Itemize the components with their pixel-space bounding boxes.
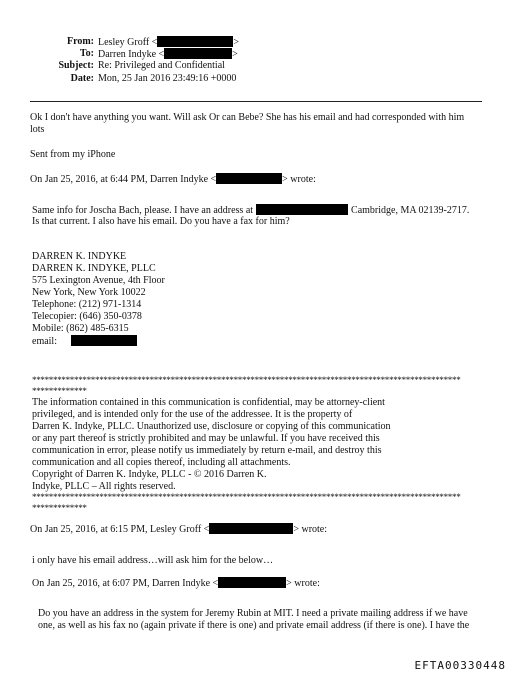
signature-telephone: Telephone: (212) 971-1314 [32, 299, 142, 310]
to-name: Darren Indyke < [98, 49, 165, 60]
subject-label: Subject: [58, 60, 94, 71]
signature-name: DARREN K. INDYKE [32, 251, 127, 262]
sent-from: Sent from my iPhone [30, 149, 116, 160]
same-info-line-2: Is that current. I also have his email. Do you have a fax for him? [32, 216, 290, 227]
date-value: Mon, 25 Jan 2016 23:49:16 +0000 [98, 73, 237, 84]
quote-prefix: On Jan 25, 2016, at 6:07 PM, Darren Indyke < [32, 578, 219, 589]
disclaimer-line-4: or any part thereof is strictly prohibited and may be unlawful. If you have received this [32, 433, 380, 444]
date-label: Date: [70, 73, 94, 84]
redaction-box [71, 335, 137, 346]
redaction-box [209, 523, 293, 534]
groff-message: i only have his email address…will ask him for the below… [32, 555, 274, 566]
signature-address-2: New York, New York 10022 [32, 287, 146, 298]
signature-email [32, 335, 137, 348]
close-bracket: > [233, 37, 239, 48]
redaction-box [256, 204, 348, 215]
email-label: email: [32, 336, 57, 347]
document-id: EFTA00330448 [414, 659, 506, 672]
redaction-box [218, 577, 286, 588]
same-info-text: Same info for Joscha Bach, please. I have an address at [32, 205, 254, 216]
quote-suffix: > wrote: [286, 578, 320, 589]
subject-value: Re: Privileged and Confidential [98, 60, 225, 71]
disclaimer-line-7: Copyright of Darren K. Indyke, PLLC - © 2016 Darren K. [32, 469, 267, 480]
header-divider [30, 101, 482, 102]
quote-prefix: On Jan 25, 2016, at 6:15 PM, Lesley Groff < [30, 524, 210, 535]
reply-line-2: lots [30, 124, 45, 135]
signature-address-1: 575 Lexington Avenue, 4th Floor [32, 275, 165, 286]
close-bracket: > [232, 49, 238, 60]
redaction-box [216, 173, 282, 184]
quote-header-3 [32, 577, 320, 590]
rubin-line-2: one, as well as his fax no (again private if there is one) and private email address (if there is one). I have the [38, 620, 470, 631]
stars-divider: ****************************************************************************************************** [32, 375, 461, 385]
from-name: Lesley Groff < [98, 37, 158, 48]
disclaimer-line-1: The information contained in this communication is confidential, may be attorney-client [32, 397, 385, 408]
redaction-box [157, 36, 233, 47]
signature-mobile: Mobile: (862) 485-6315 [32, 323, 129, 334]
signature-telecopier: Telecopier: (646) 350-0378 [32, 311, 142, 322]
same-info-city: Cambridge, MA 02139-2717. [351, 205, 470, 216]
quote-suffix: > wrote: [293, 524, 328, 535]
disclaimer-line-6: communication and all copies thereof, including all attachments. [32, 457, 291, 468]
reply-line-1: Ok I don't have anything you want. Will ask Or can Bebe? She has his email and had corresponded with him [30, 112, 465, 123]
from-label: From: [66, 36, 94, 47]
stars-divider-short: ************* [32, 386, 87, 396]
quote-header-2 [30, 523, 327, 536]
redaction-box [164, 48, 232, 59]
disclaimer-line-3: Darren K. Indyke, PLLC. Unauthorized use, disclosure or copying of this communication [32, 421, 391, 432]
disclaimer-line-8: Indyke, PLLC – All rights reserved. [32, 481, 176, 492]
stars-divider: ****************************************************************************************************** [32, 492, 461, 502]
stars-divider-short: ************* [32, 503, 87, 513]
disclaimer-line-5: communication in error, please notify us immediately by return e-mail, and destroy this [32, 445, 382, 456]
signature-firm: DARREN K. INDYKE, PLLC [32, 263, 156, 274]
to-label: To: [79, 48, 94, 59]
rubin-line-1: Do you have an address in the system for Jeremy Rubin at MIT. I need a private mailing address if we have [38, 608, 468, 619]
quote-suffix: > wrote: [282, 174, 316, 185]
quote-prefix: On Jan 25, 2016, at 6:44 PM, Darren Indyke < [30, 174, 217, 185]
quote-header-1 [30, 173, 316, 186]
disclaimer-line-2: privileged, and is intended only for the use of the addressee. It is the property of [32, 409, 353, 420]
